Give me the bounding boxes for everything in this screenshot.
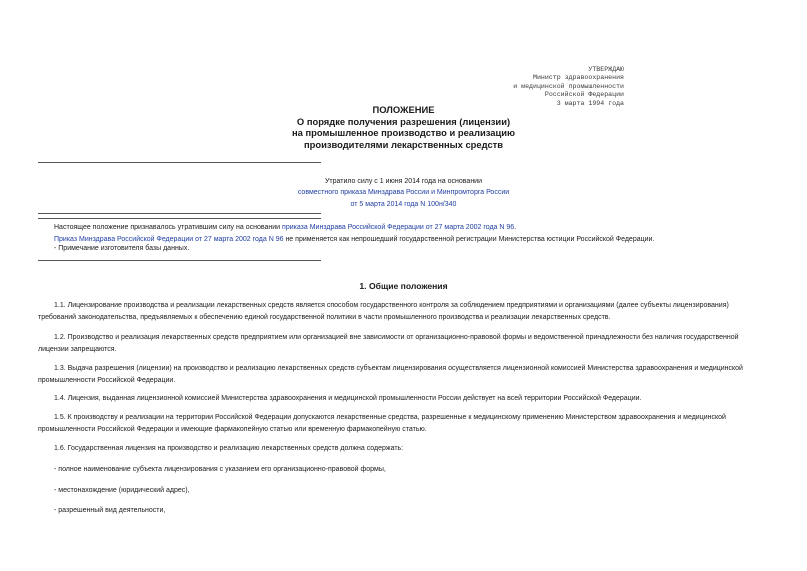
title-heading: ПОЛОЖЕНИЕ — [372, 104, 435, 115]
note-text: не применяется как непрошедший государственной регистрации Министерства юстиции Российской Федерации. — [283, 236, 655, 243]
approval-line: 3 марта 1994 года — [556, 99, 624, 107]
paragraph — [38, 363, 768, 387]
paragraph-text: 1.2. Производство и реализация лекарственных средств предприятием или организацией вне зависимости от организационно-правовой формы и ведомственной принадлежности без наличия государственной — [54, 334, 739, 341]
paragraph-text: 1.1. Лицензирование производства и реализации лекарственных средств является способом государственного контроля за соблюдением предприятиями и организациями (далее субъекты лицензирования) — [54, 302, 729, 309]
divider — [38, 218, 321, 219]
note-line — [54, 222, 516, 234]
note-text: - Примечание изготовителя базы данных. — [54, 245, 190, 252]
note-text: Настоящее положение признавалось утратившим силу на основании — [54, 224, 283, 231]
paragraph-text: 1.4. Лицензия, выданная лицензионной комиссией Министерства здравоохранения и медицинской промышленности России действует на всей территории Российской Федерации. — [54, 395, 642, 402]
paragraph — [38, 332, 768, 356]
list-item: - разрешенный вид деятельности, — [54, 507, 166, 514]
lapsed-notice — [160, 176, 647, 210]
lapsed-text: Утратило силу с 1 июня 2014 года на основании — [324, 178, 483, 185]
approval-line: УТВЕРЖДАЮ — [588, 66, 624, 73]
document-title — [0, 104, 807, 150]
note-line — [54, 243, 189, 255]
paragraph — [38, 412, 768, 436]
approval-line: Российской Федерации — [544, 91, 624, 99]
paragraph-text: промышленности Российской Федерации. — [38, 376, 176, 384]
lapsed-order-link[interactable]: совместного приказа Минздрава России и Минпромторга России — [297, 189, 510, 197]
paragraph — [38, 443, 768, 455]
section-title: 1. Общие положения — [359, 281, 448, 291]
list-item: - полное наименование субъекта лицензирования с указанием его организационно-правовой формы, — [54, 466, 386, 473]
paragraph-text: промышленности Российской Федерации и имеющие фармакопейную статью или временную фармакопейную статью. — [38, 425, 427, 433]
paragraph-text: 1.5. К производству и реализации на территории Российской Федерации допускаются лекарственные средства, разрешенные к медицинскому применению Министерством здравоохранения и медицинской — [54, 414, 726, 421]
approval-line: и медицинской промышленности — [513, 82, 624, 90]
divider — [38, 213, 321, 214]
paragraph-text: требований законодательства, предъявляемых к обеспечению единой государственной политики в части промышленного производства и реализации лекарственных средств. — [38, 313, 611, 321]
lapsed-order-date-link[interactable]: от 5 марта 2014 года N 100н/340 — [350, 200, 457, 208]
title-line: на промышленное производство и реализацию — [291, 127, 516, 139]
approval-line: Министр здравоохранения — [532, 74, 624, 82]
paragraph-text: 1.3. Выдача разрешения (лицензии) на производство и реализацию лекарственных средств субъектам лицензирования осуществляется лицензионной комиссией Министерства здравоохранения и медицинской — [54, 365, 743, 372]
note-text: . — [514, 224, 517, 231]
divider — [38, 260, 321, 261]
paragraph-text: 1.6. Государственная лицензия на производство и реализацию лекарственных средств должна содержать: — [54, 445, 404, 452]
paragraph — [38, 300, 768, 324]
approval-stamp — [513, 66, 624, 108]
title-line: производителями лекарственных средств — [303, 138, 504, 150]
paragraph-text: лицензии запрещаются. — [38, 345, 117, 353]
divider — [38, 162, 321, 163]
title-line: О порядке получения разрешения (лицензии) — [296, 115, 511, 127]
order-96-link[interactable]: приказа Минздрава Российской Федерации от 27 марта 2002 года N 96 — [282, 224, 515, 231]
list-item: - местонахождение (юридический адрес), — [54, 487, 190, 494]
order-96-link[interactable]: Приказ Минздрава Российской Федерации от 27 марта 2002 года N 96 — [54, 236, 284, 243]
paragraph — [38, 393, 768, 405]
